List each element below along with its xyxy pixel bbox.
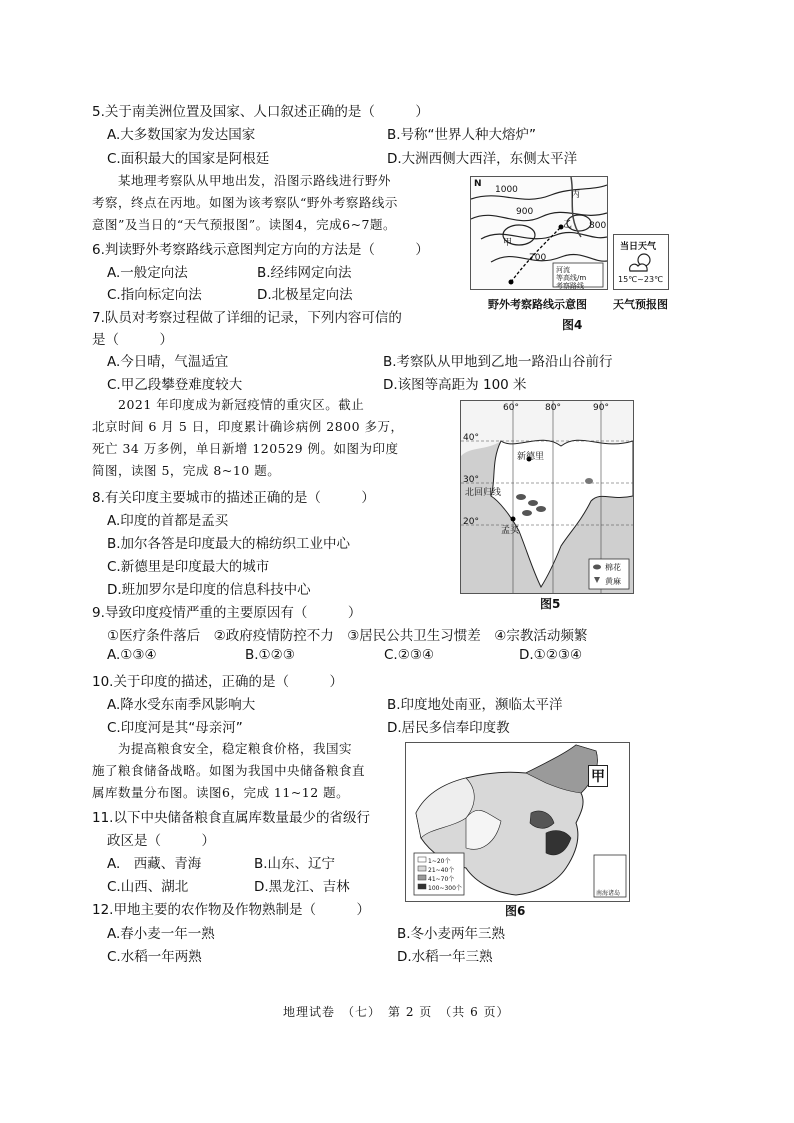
q11-option-d: D.黑龙江、吉林 (254, 879, 350, 895)
q12-option-b: B.冬小麦两年三熟 (397, 926, 506, 942)
legend-41-70: 41~70个 (428, 876, 455, 883)
sun-cloud-icon (626, 251, 656, 273)
place-label-yi: 乙 (563, 220, 573, 230)
region-marker-jia: 甲 (588, 765, 608, 787)
legend-contour: 等高线/m (556, 274, 587, 282)
intro11-line2: 施了粮食储备战略。如图为我国中央储备粮食直 (92, 763, 366, 778)
q9-option-b: B.①②③ (245, 647, 295, 663)
legend-jute: 黄麻 (605, 577, 621, 586)
q10-option-c: C.印度河是其“母亲河” (107, 720, 243, 736)
q10-option-b: B.印度地处南亚，濒临太平洋 (387, 697, 563, 713)
legend-100-300: 100~300个 (428, 885, 462, 892)
legend-route: 考察路线 (556, 282, 584, 290)
q9-statements: ①医疗条件落后 ②政府疫情防控不力 ③居民公共卫生习惯差 ④宗教活动频繁 (107, 628, 588, 644)
q7-stem-line2: 是（ ） (92, 332, 173, 348)
q8-stem: 8.有关印度主要城市的描述正确的是（ ） (92, 490, 375, 506)
route-map (470, 176, 608, 290)
q8-option-a: A.印度的首都是孟买 (107, 513, 229, 529)
q7-option-c: C.甲乙段攀登难度较大 (107, 377, 243, 393)
q7-stem-line1: 7.队员对考察过程做了详细的记录，下列内容可信的 (92, 310, 402, 326)
q8-option-d: D.班加罗尔是印度的信息科技中心 (107, 582, 311, 598)
inset-label: 南海诸岛 (596, 890, 621, 897)
weather-title: 当日天气 (620, 242, 657, 252)
north-arrow-icon: N (474, 179, 482, 189)
q12-option-c: C.水稻一年两熟 (107, 949, 202, 965)
figure5-caption: 图5 (540, 597, 561, 611)
city-label-new-delhi: 新德里 (517, 452, 545, 462)
lat-label: 20° (463, 517, 479, 527)
place-label-jia: 甲 (503, 238, 513, 248)
contour-label: 700 (529, 253, 547, 263)
intro8-line3: 死亡 34 万多例，单日新增 120529 例。如图为印度 (92, 441, 399, 456)
legend-21-40: 21~40个 (428, 867, 455, 874)
q6-stem: 6.判读野外考察路线示意图判定方向的方法是（ ） (92, 242, 429, 258)
weather-forecast (613, 234, 669, 290)
china-granary-map (405, 742, 630, 902)
figure4-caption: 图4 (562, 318, 583, 332)
q10-option-d: D.居民多信奉印度教 (387, 720, 510, 736)
q9-option-d: D.①②③④ (519, 647, 583, 663)
lon-label: 60° (503, 403, 519, 413)
q8-option-b: B.加尔各答是印度最大的棉纺织工业中心 (107, 536, 351, 552)
legend-1-20: 1~20个 (428, 858, 451, 865)
lat-label: 40° (463, 433, 479, 443)
intro11-line1: 为提高粮食安全，稳定粮食价格，我国实 (118, 741, 353, 756)
q5-option-a: A.大多数国家为发达国家 (107, 127, 256, 143)
q5-option-d: D.大洲西侧大西洋，东侧太平洋 (387, 151, 578, 167)
q6-option-b: B.经纬网定向法 (257, 265, 352, 281)
q11-stem-line1: 11.以下中央储备粮食直属库数量最少的省级行 (92, 810, 370, 826)
route-map-caption: 野外考察路线示意图 (488, 298, 587, 311)
city-label-mumbai: 孟买 (501, 526, 520, 536)
intro8-line1: 2021 年印度成为新冠疫情的重灾区。截止 (118, 397, 365, 412)
q11-option-b: B.山东、辽宁 (254, 856, 336, 872)
page-footer: 地理试卷 （七） 第 2 页 （共 6 页） (283, 1005, 510, 1019)
lon-label: 90° (593, 403, 609, 413)
legend-river: 河流 (556, 266, 570, 274)
q11-stem-line2: 政区是（ ） (107, 833, 215, 849)
q7-option-a: A.今日晴，气温适宜 (107, 354, 229, 370)
q10-stem: 10.关于印度的描述，正确的是（ ） (92, 674, 343, 690)
lon-label: 80° (545, 403, 561, 413)
intro8-line4: 简图，读图 5，完成 8~10 题。 (92, 463, 281, 478)
q12-stem: 12.甲地主要的农作物及作物熟制是（ ） (92, 902, 370, 918)
weather-map-caption: 天气预报图 (613, 298, 668, 311)
q11-option-a: A. 西藏、青海 (107, 856, 202, 872)
figure6-caption: 图6 (505, 904, 526, 918)
contour-label: 1000 (495, 185, 518, 195)
india-map (460, 400, 634, 594)
q12-option-a: A.春小麦一年一熟 (107, 926, 215, 942)
q8-option-c: C.新德里是印度最大的城市 (107, 559, 270, 575)
lat-label: 30° (463, 475, 479, 485)
intro6-line3: 意图”及当日的“天气预报图”。读图4，完成6~7题。 (92, 217, 397, 232)
q5-option-c: C.面积最大的国家是阿根廷 (107, 151, 270, 167)
place-label-bing: 丙 (571, 190, 581, 200)
q7-option-b: B.考察队从甲地到乙地一路沿山谷前行 (383, 354, 613, 370)
legend-cotton: 棉花 (605, 563, 621, 572)
intro6-line1: 某地理考察队从甲地出发，沿图示路线进行野外 (118, 173, 392, 188)
intro6-line2: 考察，终点在丙地。如图为该考察队“野外考察路线示 (92, 195, 398, 210)
q9-option-a: A.①③④ (107, 647, 157, 663)
q9-option-c: C.②③④ (384, 647, 435, 663)
q6-option-c: C.指向标定向法 (107, 287, 202, 303)
intro11-line3: 属库数量分布图。读图6，完成 11~12 题。 (92, 785, 350, 800)
tropic-label: 北回归线 (465, 488, 502, 498)
q10-option-a: A.降水受东南季风影响大 (107, 697, 256, 713)
weather-temperature: 15℃~23℃ (618, 275, 664, 284)
q5-option-b: B.号称“世界人种大熔炉” (387, 127, 537, 143)
intro8-line2: 北京时间 6 月 5 日，印度累计确诊病例 2800 多万， (92, 419, 404, 434)
q11-option-c: C.山西、湖北 (107, 879, 189, 895)
q5-stem: 5.关于南美洲位置及国家、人口叙述正确的是（ ） (92, 104, 429, 120)
q9-stem: 9.导致印度疫情严重的主要原因有（ ） (92, 605, 362, 621)
q6-option-d: D.北极星定向法 (257, 287, 353, 303)
contour-label: 900 (516, 207, 534, 217)
contour-map-graphic (471, 177, 607, 289)
q7-option-d: D.该图等高距为 100 米 (383, 377, 527, 393)
q6-option-a: A.一般定向法 (107, 265, 188, 281)
contour-label: 800 (589, 221, 607, 231)
q12-option-d: D.水稻一年三熟 (397, 949, 493, 965)
